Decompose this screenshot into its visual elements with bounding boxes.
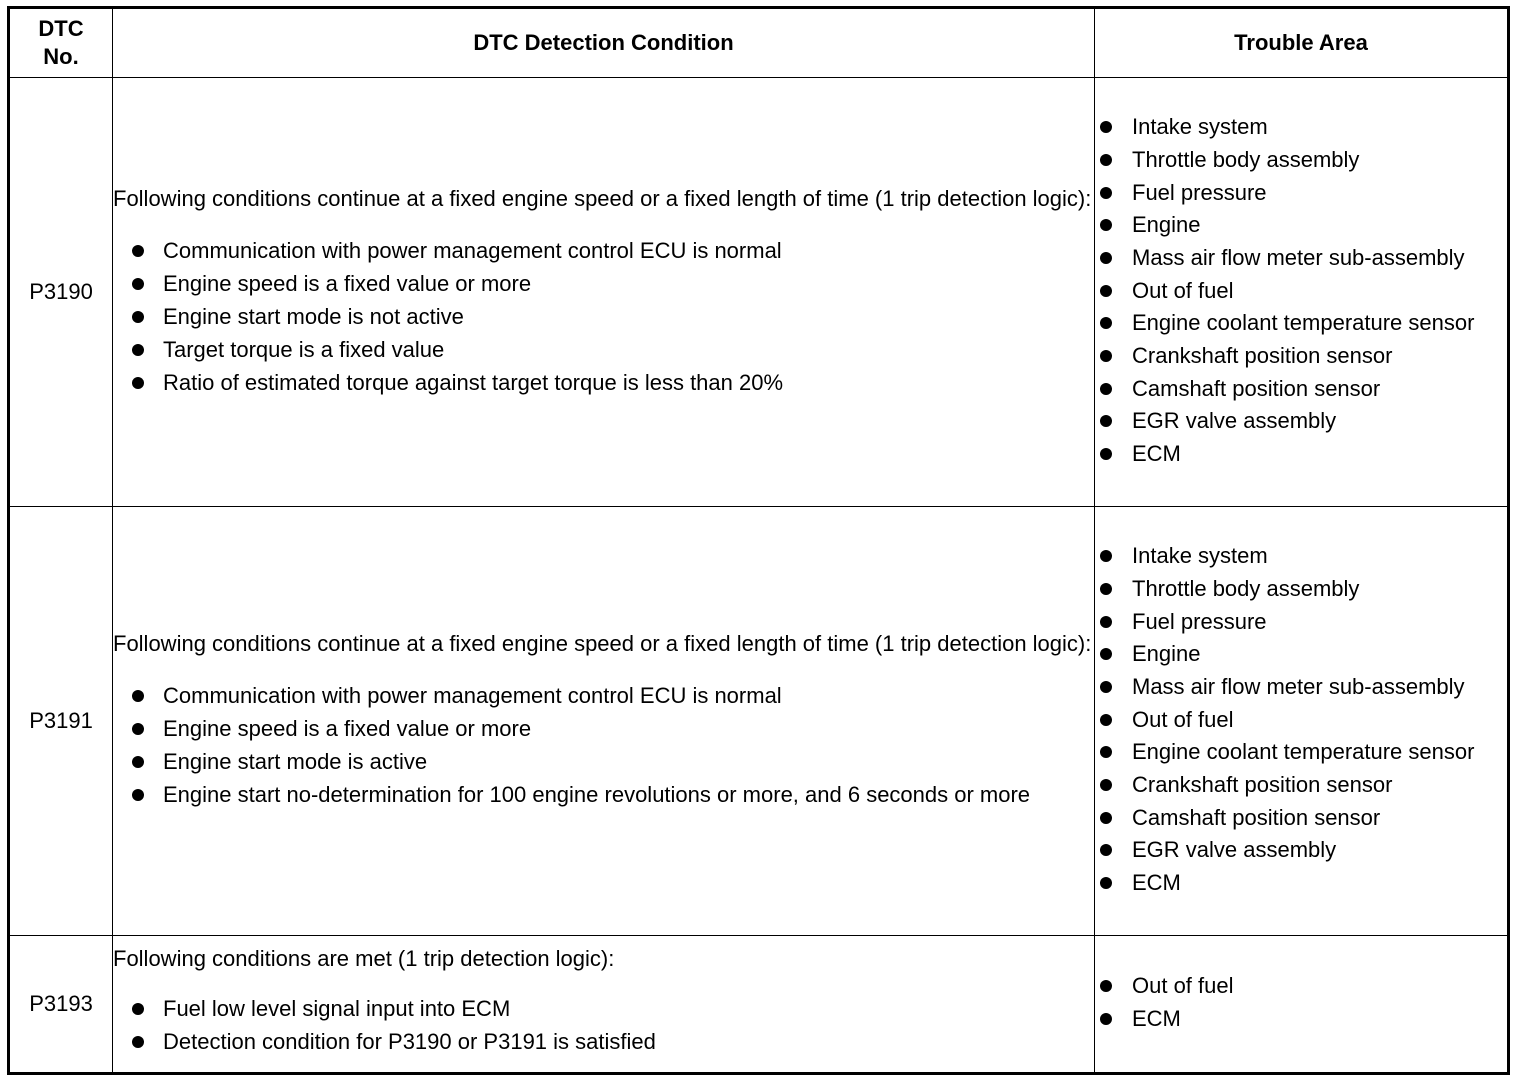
list-item: Ratio of estimated torque against target torque is less than 20% <box>113 368 1094 398</box>
dtc-table <box>7 6 1510 1075</box>
list-item: Communication with power management control ECU is normal <box>113 236 1094 266</box>
list-item: Target torque is a fixed value <box>113 335 1094 365</box>
trouble-area <box>1095 507 1509 936</box>
detection-condition <box>113 78 1095 507</box>
list-item: ECM <box>1095 1004 1507 1034</box>
list-item: Engine coolant temperature sensor <box>1095 308 1507 338</box>
list-item: Mass air flow meter sub-assembly <box>1095 672 1507 702</box>
list-item: Engine speed is a fixed value or more <box>113 714 1094 744</box>
header-trouble-area: Trouble Area <box>1095 8 1509 78</box>
table-row <box>9 78 1509 507</box>
list-item: Out of fuel <box>1095 276 1507 306</box>
list-item: Intake system <box>1095 541 1507 571</box>
dtc-code: P3191 <box>9 507 113 936</box>
list-item: Mass air flow meter sub-assembly <box>1095 243 1507 273</box>
detection-condition <box>113 507 1095 936</box>
list-item: Intake system <box>1095 112 1507 142</box>
list-item: Fuel low level signal input into ECM <box>113 994 1094 1024</box>
condition-list <box>113 994 1094 1057</box>
condition-list <box>113 681 1094 810</box>
list-item: Communication with power management control ECU is normal <box>113 681 1094 711</box>
list-item: Engine start mode is not active <box>113 302 1094 332</box>
list-item: Throttle body assembly <box>1095 145 1507 175</box>
list-item: Engine <box>1095 210 1507 240</box>
list-item: Engine coolant temperature sensor <box>1095 737 1507 767</box>
list-item: ECM <box>1095 439 1507 469</box>
list-item: Throttle body assembly <box>1095 574 1507 604</box>
condition-intro: Following conditions continue at a fixed engine speed or a fixed length of time (1 trip detection logic): <box>113 185 1092 211</box>
condition-list <box>113 236 1094 398</box>
list-item: Camshaft position sensor <box>1095 374 1507 404</box>
dtc-code: P3193 <box>9 936 113 1074</box>
list-item: Engine start no-determination for 100 engine revolutions or more, and 6 seconds or more <box>113 780 1094 810</box>
list-item: Engine start mode is active <box>113 747 1094 777</box>
list-item: Engine speed is a fixed value or more <box>113 269 1094 299</box>
list-item: Out of fuel <box>1095 971 1507 1001</box>
trouble-area <box>1095 78 1509 507</box>
condition-intro: Following conditions are met (1 trip detection logic): <box>113 946 615 971</box>
list-item: EGR valve assembly <box>1095 406 1507 436</box>
trouble-area-list <box>1095 971 1507 1034</box>
list-item: Crankshaft position sensor <box>1095 341 1507 371</box>
trouble-area-list <box>1095 112 1507 469</box>
list-item: Fuel pressure <box>1095 607 1507 637</box>
list-item: Out of fuel <box>1095 705 1507 735</box>
list-item: Detection condition for P3190 or P3191 is satisfied <box>113 1027 1094 1057</box>
trouble-area <box>1095 936 1509 1074</box>
condition-intro: Following conditions continue at a fixed engine speed or a fixed length of time (1 trip detection logic): <box>113 631 1092 656</box>
list-item: ECM <box>1095 868 1507 898</box>
header-dtc-no: DTC No. <box>9 8 113 78</box>
dtc-code: P3190 <box>9 78 113 507</box>
table-row <box>9 507 1509 936</box>
header-row <box>9 8 1509 78</box>
list-item: EGR valve assembly <box>1095 835 1507 865</box>
list-item: Crankshaft position sensor <box>1095 770 1507 800</box>
list-item: Engine <box>1095 639 1507 669</box>
header-condition: DTC Detection Condition <box>113 8 1095 78</box>
trouble-area-list <box>1095 541 1507 898</box>
list-item: Fuel pressure <box>1095 178 1507 208</box>
detection-condition <box>113 936 1095 1074</box>
table-row <box>9 936 1509 1074</box>
list-item: Camshaft position sensor <box>1095 803 1507 833</box>
